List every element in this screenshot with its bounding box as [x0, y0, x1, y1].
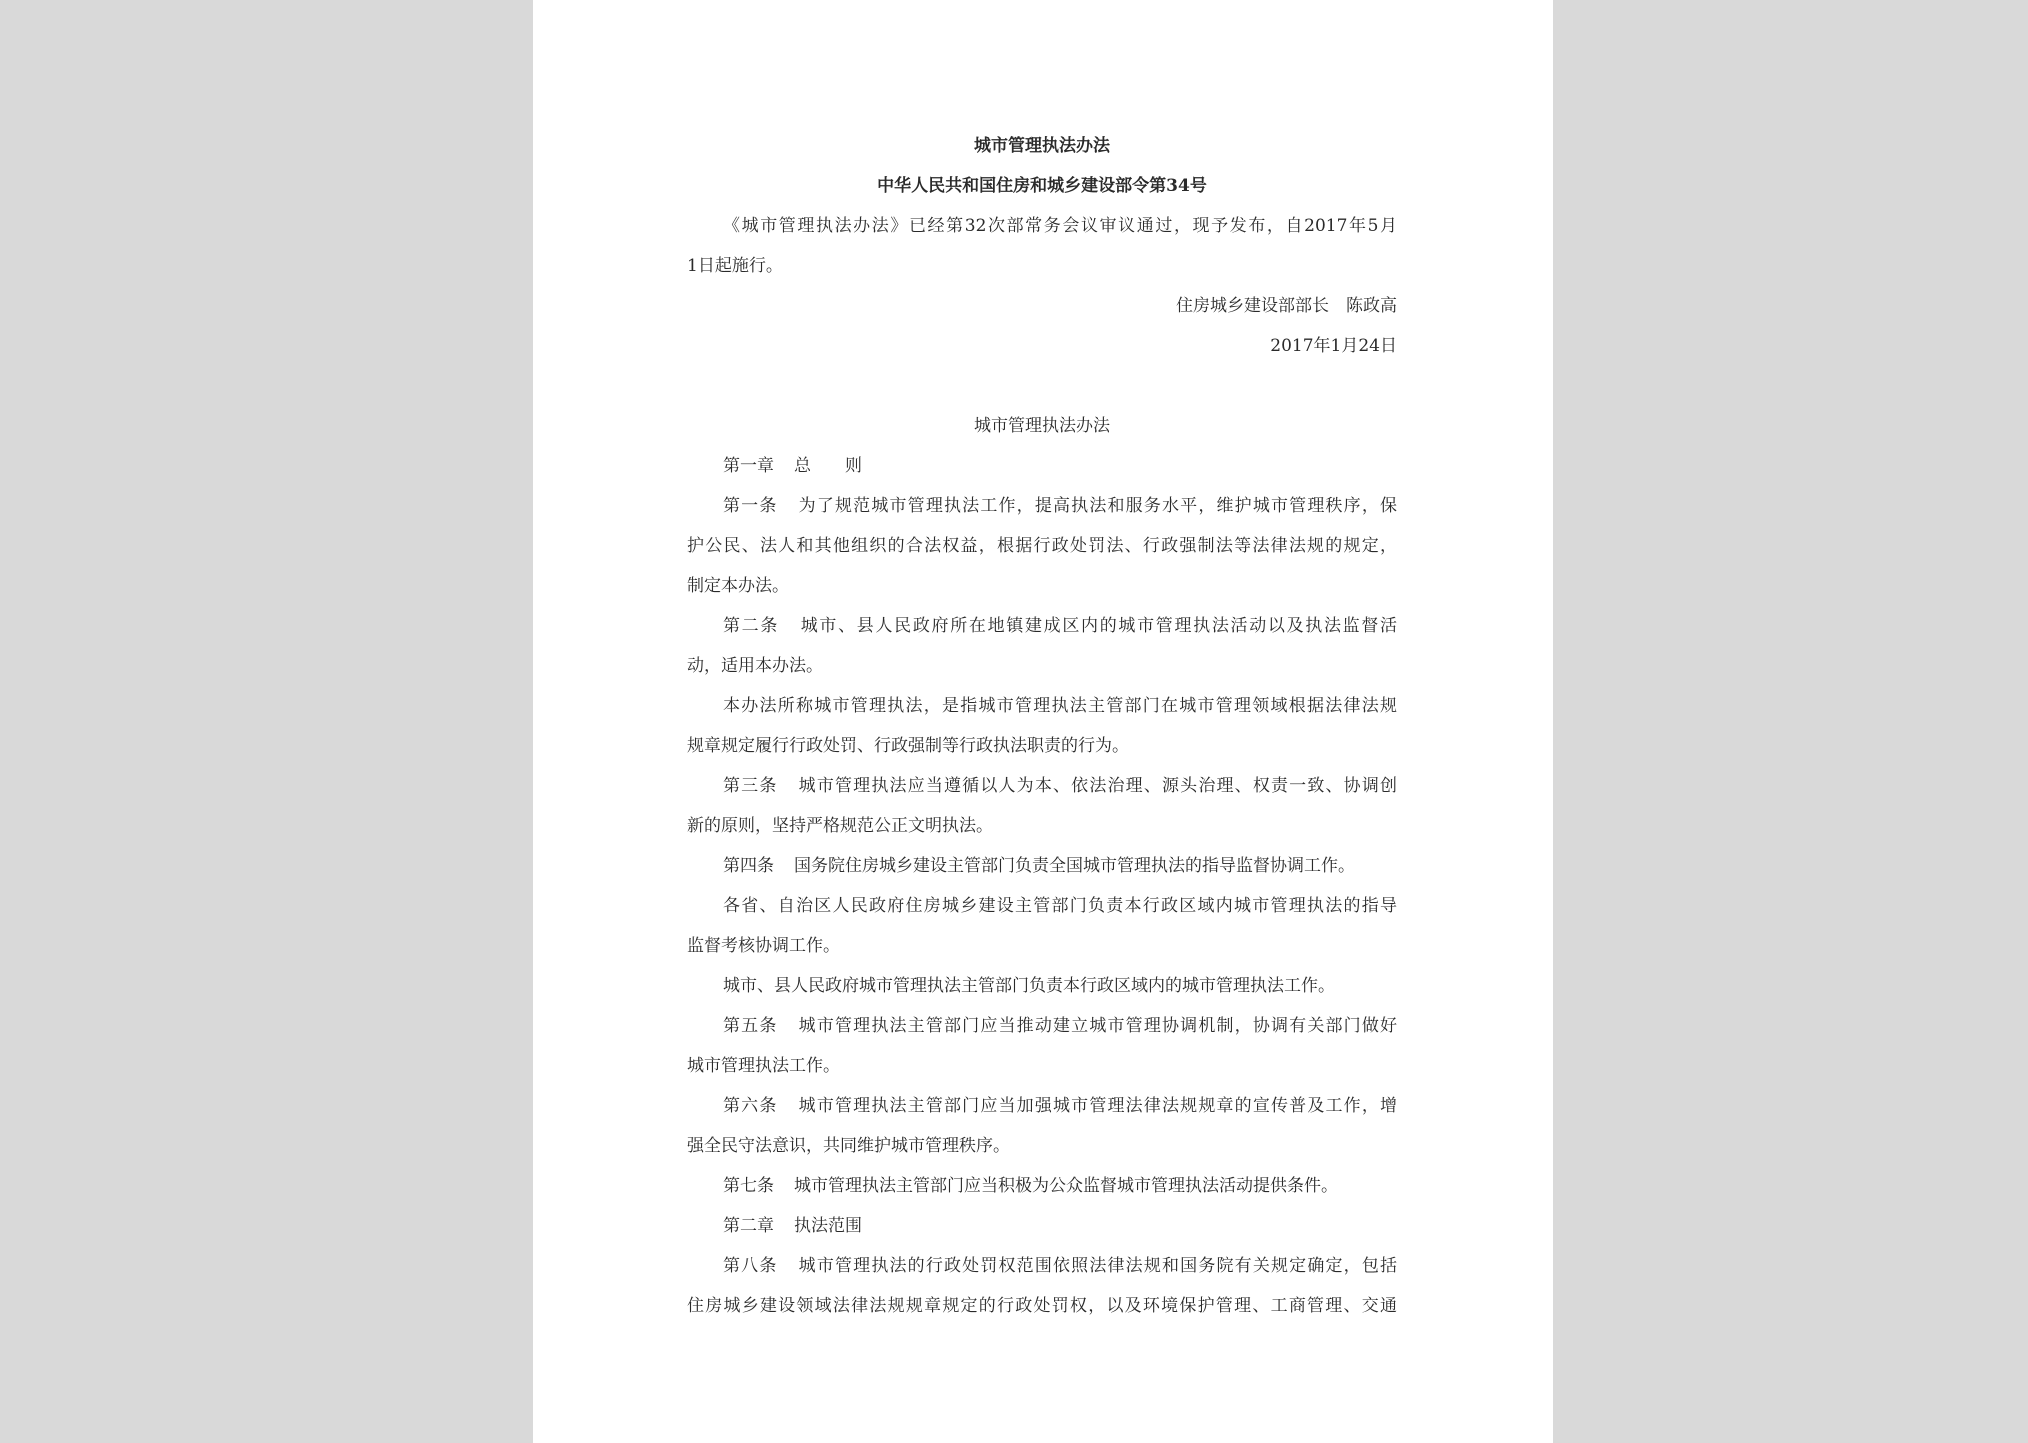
signer-line: 住房城乡建设部部长 陈政高 [1176, 296, 1397, 316]
article-text: 为了规范城市管理执法工作，提高执法和服务水平，维护城市管理秩序，保 [797, 496, 1397, 516]
order-line: 中华人民共和国住房和城乡建设部令第34号 [877, 176, 1207, 196]
article-label: 第一条 [723, 496, 778, 516]
body-title: 城市管理执法办法 [974, 416, 1110, 436]
article-text: 城市管理执法的行政处罚权范围依照法律法规和国务院有关规定确定，包括 [797, 1256, 1397, 1276]
article-label: 第二条 [723, 616, 780, 636]
article-3-line-1 [687, 766, 1397, 806]
intro-line-1: 《城市管理执法办法》已经第32次部常务会议审议通过，现予发布，自2017年5月 [723, 216, 1397, 236]
chapter-label: 第一章 [723, 456, 774, 476]
article-label: 第八条 [723, 1256, 778, 1276]
chapter-label: 第二章 [723, 1216, 774, 1236]
chapter-name: 总 则 [794, 456, 862, 476]
chapter-heading-2 [687, 1206, 1397, 1246]
article-label: 第四条 [723, 856, 774, 876]
article-5-line-2: 城市管理执法工作。 [687, 1056, 840, 1076]
document-page[interactable] [533, 0, 1553, 1443]
intro-line-2: 1日起施行。 [687, 256, 783, 276]
article-1-line-2: 护公民、法人和其他组织的合法权益，根据行政处罚法、行政强制法等法律法规的规定， [687, 536, 1397, 556]
article-text: 城市管理执法主管部门应当推动建立城市管理协调机制，协调有关部门做好 [797, 1016, 1397, 1036]
article-2-line-2: 动，适用本办法。 [687, 656, 823, 676]
article-5-line-1 [687, 1006, 1397, 1046]
article-8-line-2: 住房城乡建设领域法律法规规章规定的行政处罚权，以及环境保护管理、工商管理、交通 [687, 1296, 1397, 1316]
chapter-name: 执法范围 [794, 1216, 862, 1236]
article-label: 第三条 [723, 776, 778, 796]
article-text: 城市管理执法主管部门应当加强城市管理法律法规规章的宣传普及工作，增 [797, 1096, 1397, 1116]
article-7-line-1 [687, 1166, 1397, 1206]
article-8-line-1 [687, 1246, 1397, 1286]
article-2-line-1 [687, 606, 1397, 646]
chapter-heading-1 [687, 446, 1397, 486]
article-1-line-3: 制定本办法。 [687, 576, 789, 596]
article-6-line-2: 强全民守法意识，共同维护城市管理秩序。 [687, 1136, 1010, 1156]
article-label: 第五条 [723, 1016, 778, 1036]
article-4-para-2-line-1: 各省、自治区人民政府住房城乡建设主管部门负责本行政区域内城市管理执法的指导 [723, 896, 1397, 916]
article-2-para-2-line-2: 规章规定履行行政处罚、行政强制等行政执法职责的行为。 [687, 736, 1129, 756]
article-1-line-1 [687, 486, 1397, 526]
article-text: 城市管理执法应当遵循以人为本、依法治理、源头治理、权责一致、协调创 [797, 776, 1397, 796]
article-text: 城市、县人民政府所在地镇建成区内的城市管理执法活动以及执法监督活 [799, 616, 1397, 636]
spacer [687, 366, 1397, 406]
article-label: 第七条 [723, 1176, 774, 1196]
document-title: 城市管理执法办法 [974, 136, 1110, 156]
article-4-para-2-line-2: 监督考核协调工作。 [687, 936, 840, 956]
article-6-line-1 [687, 1086, 1397, 1126]
article-4-para-3-line-1: 城市、县人民政府城市管理执法主管部门负责本行政区域内的城市管理执法工作。 [723, 976, 1335, 996]
article-4-line-1 [687, 846, 1397, 886]
date-line: 2017年1月24日 [1270, 336, 1397, 356]
article-3-line-2: 新的原则，坚持严格规范公正文明执法。 [687, 816, 993, 836]
article-label: 第六条 [723, 1096, 778, 1116]
article-text: 国务院住房城乡建设主管部门负责全国城市管理执法的指导监督协调工作。 [794, 856, 1355, 876]
article-text: 城市管理执法主管部门应当积极为公众监督城市管理执法活动提供条件。 [794, 1176, 1338, 1196]
page-content [687, 126, 1397, 1326]
article-2-para-2-line-1: 本办法所称城市管理执法，是指城市管理执法主管部门在城市管理领域根据法律法规 [723, 696, 1397, 716]
